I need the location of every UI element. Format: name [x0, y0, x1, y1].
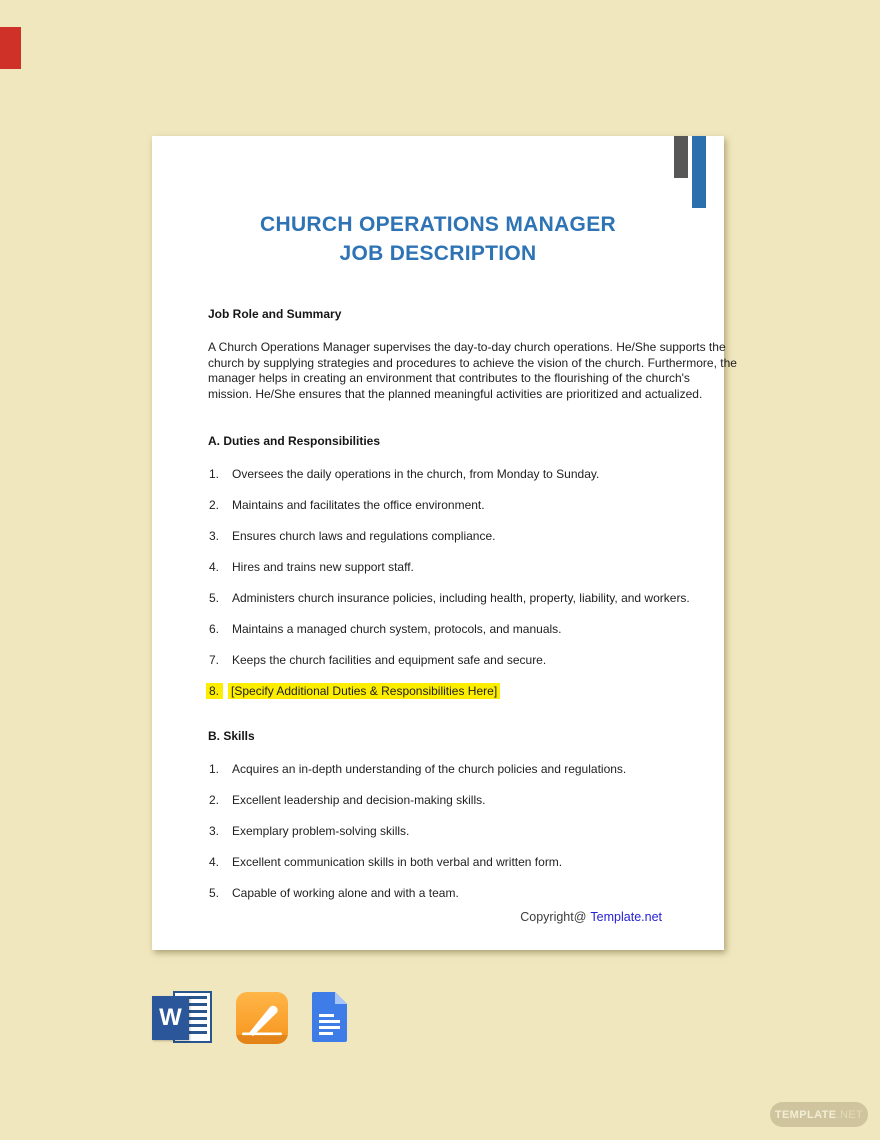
skills-heading: B. Skills [208, 729, 255, 743]
list-text: Ensures church laws and regulations compliance. [232, 529, 496, 543]
skills-item-4 [209, 854, 626, 870]
list-number: 1. [209, 467, 220, 481]
placeholder-text: [Specify Additional Duties & Responsibilities Here] [228, 683, 500, 699]
summary-line: church by supplying strategies and procedures to achieve the vision of the church. Furthermore, the [208, 355, 737, 370]
docs-text-line [319, 1026, 340, 1029]
document-page [152, 136, 737, 950]
summary-heading: Job Role and Summary [208, 307, 342, 321]
list-text: Administers church insurance policies, including health, property, liability, and workers. [232, 591, 690, 605]
list-text: Maintains a managed church system, protocols, and manuals. [232, 622, 562, 636]
list-text: Exemplary problem-solving skills. [232, 824, 410, 838]
list-text: Hires and trains new support staff. [232, 560, 414, 574]
google-docs-icon[interactable] [312, 992, 347, 1042]
docs-text-line [319, 1014, 334, 1017]
list-number: 5. [209, 886, 220, 900]
skills-item-1 [209, 761, 626, 777]
list-number: 7. [209, 653, 220, 667]
summary-line: A Church Operations Manager supervises the day-to-day church operations. He/She supports the [208, 340, 726, 354]
duties-heading: A. Duties and Responsibilities [208, 434, 381, 448]
duties-item-7 [209, 652, 690, 668]
list-number: 4. [209, 560, 220, 574]
decor-bar-blue [692, 136, 706, 208]
duties-item-1 [209, 466, 690, 482]
red-corner-mark [0, 27, 21, 69]
list-number: 8. [206, 683, 223, 699]
copyright-link[interactable]: Template.net [590, 910, 662, 924]
docs-folded-corner [335, 992, 347, 1004]
list-number: 5. [209, 591, 220, 605]
duties-item-5 [209, 590, 690, 606]
list-number: 4. [209, 855, 220, 869]
list-text: Excellent leadership and decision-making skills. [232, 793, 486, 807]
skills-item-5 [209, 885, 626, 901]
skills-item-2 [209, 792, 626, 808]
title-line-2: JOB DESCRIPTION [339, 242, 537, 265]
list-number: 6. [209, 622, 220, 636]
list-text: Capable of working alone and with a team. [232, 886, 459, 900]
duties-item-2 [209, 497, 690, 513]
list-number: 1. [209, 762, 220, 776]
word-letter: W [152, 996, 189, 1040]
apple-pages-icon[interactable] [236, 992, 288, 1044]
copyright-line [520, 910, 662, 924]
duties-item-4 [209, 559, 690, 575]
list-number: 3. [209, 529, 220, 543]
list-text: Oversees the daily operations in the church, from Monday to Sunday. [232, 467, 600, 481]
docs-text-line [319, 1032, 333, 1035]
list-text: Excellent communication skills in both verbal and written form. [232, 855, 563, 869]
duties-item-3 [209, 528, 690, 544]
list-number: 3. [209, 824, 220, 838]
list-text: Acquires an in-depth understanding of the church policies and regulations. [232, 762, 627, 776]
duties-item-8-highlighted-placeholder[interactable] [209, 683, 690, 699]
document-title [152, 210, 724, 268]
list-number: 2. [209, 498, 220, 512]
templatenet-watermark-badge [770, 1102, 868, 1127]
pen-glyph [236, 992, 288, 1044]
skills-item-3 [209, 823, 626, 839]
title-line-1: CHURCH OPERATIONS MANAGER [260, 213, 616, 236]
duties-list [209, 466, 690, 714]
list-number: 2. [209, 793, 220, 807]
badge-tld-text: .NET [836, 1108, 864, 1121]
list-text: Maintains and facilitates the office environment. [232, 498, 485, 512]
summary-line: manager helps in creating an environment that contributes to the flourishing of the church's [208, 371, 690, 386]
summary-paragraph [208, 340, 737, 402]
microsoft-word-icon[interactable] [152, 990, 212, 1046]
summary-line: mission. He/She ensures that the planned meaningful activities are prioritized and actualized. [208, 386, 703, 401]
decor-bar-gray [674, 136, 688, 178]
list-text: Keeps the church facilities and equipment safe and secure. [232, 653, 547, 667]
docs-text-line [319, 1020, 340, 1023]
copyright-text: Copyright@ [520, 910, 587, 924]
badge-brand-text: TEMPLATE [774, 1108, 837, 1121]
duties-item-6 [209, 621, 690, 637]
skills-list [209, 761, 626, 916]
